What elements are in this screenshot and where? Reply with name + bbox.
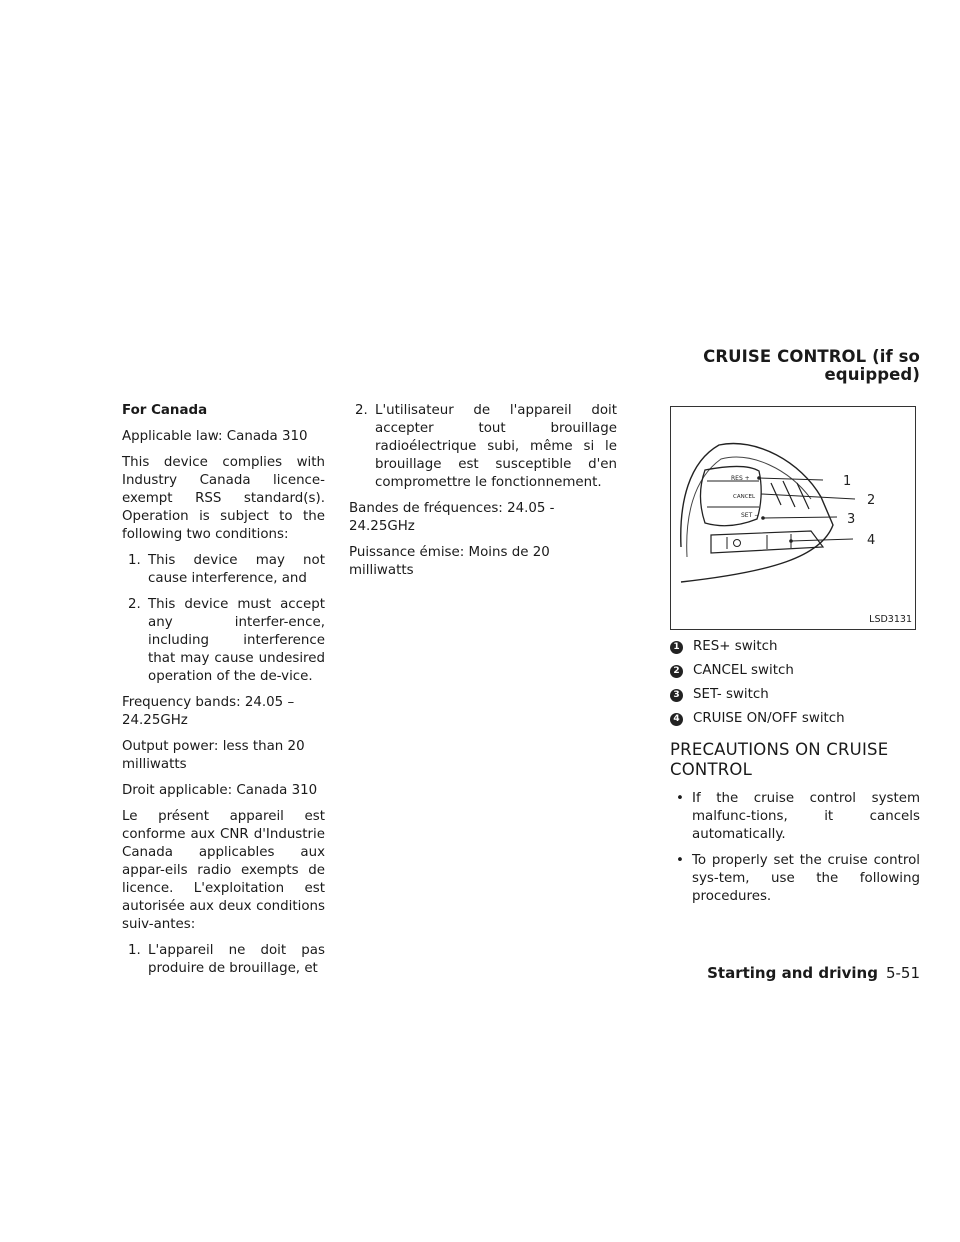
cancel-button-label: CANCEL <box>733 494 756 500</box>
droit-applicable: Droit applicable: Canada 310 <box>122 783 318 798</box>
condition-text: This device may not cause interference, and <box>148 553 325 586</box>
figure-code: LSD3131 <box>869 614 912 625</box>
legend-number-badge: 1 <box>670 641 683 654</box>
section-title: CRUISE CONTROL (if so equipped) <box>703 347 920 384</box>
column-right <box>670 402 920 914</box>
fr-compliance-text: Le présent appareil est conforme aux CNR d'Industrie Canada applicables aux appar-eils radio exempts de licence. L'exploitation est autorisée aux deux conditions suiv-antes: <box>122 809 325 932</box>
applicable-law: Applicable law: Canada 310 <box>122 429 308 444</box>
page-number: 5-51 <box>885 964 920 982</box>
legend-item <box>670 686 920 704</box>
bullet-item <box>670 852 920 906</box>
callout-2: 2 <box>867 493 876 508</box>
page-footer <box>707 964 920 982</box>
legend-label: SET- switch <box>693 687 769 702</box>
condition-number: 1. <box>128 553 141 568</box>
precautions-heading: PRECAUTIONS ON CRUISE CONTROL <box>670 740 889 779</box>
callout-1: 1 <box>843 474 852 489</box>
legend-label: RES+ switch <box>693 639 778 654</box>
set-button-label: SET − <box>741 512 760 519</box>
legend-number-badge: 4 <box>670 713 683 726</box>
condition-text: This device must accept any interfer-ence, including interference that may cause undesired operation of the de-vice. <box>148 597 325 684</box>
callout-4: 4 <box>867 533 876 548</box>
bullet-item <box>670 790 920 844</box>
legend-item <box>670 710 920 728</box>
compliance-text: This device complies with Industry Canada licence-exempt RSS standard(s). Operation is subject to the following two conditions: <box>122 455 325 542</box>
condition-number: 2. <box>355 403 368 418</box>
condition-text: L'appareil ne doit pas produire de brouillage, et <box>148 943 325 976</box>
legend-label: CANCEL switch <box>693 663 794 678</box>
output-power: Output power: less than 20 milliwatts <box>122 739 305 772</box>
condition-item <box>122 596 325 686</box>
bullet-text: If the cruise control system malfunc-tions, it cancels automatically. <box>692 791 920 842</box>
canada-heading: For Canada <box>122 403 208 418</box>
puissance-emise: Puissance émise: Moins de 20 milliwatts <box>349 545 550 578</box>
condition-item <box>122 552 325 588</box>
bullet-dot: • <box>676 791 684 806</box>
condition-number: 1. <box>128 943 141 958</box>
bullet-text: To properly set the cruise control sys-tem, use the following procedures. <box>692 853 920 904</box>
condition-text: L'utilisateur de l'appareil doit accepter tout brouillage radioélectrique subi, même si le brouillage est susceptible d'en compromettre le fonctionnement. <box>375 403 617 490</box>
bandes-frequences: Bandes de fréquences: 24.05 - 24.25GHz <box>349 501 555 534</box>
steering-wheel-illustration <box>671 407 915 629</box>
frequency-bands: Frequency bands: 24.05 – 24.25GHz <box>122 695 295 728</box>
bullet-dot: • <box>676 853 684 868</box>
steering-switch-figure <box>670 406 916 630</box>
fr-condition-item <box>349 402 617 492</box>
fr-condition-item <box>122 942 325 978</box>
chapter-title: Starting and driving <box>707 964 878 982</box>
legend-label: CRUISE ON/OFF switch <box>693 711 845 726</box>
legend-item <box>670 638 920 656</box>
condition-number: 2. <box>128 597 141 612</box>
legend-number-badge: 2 <box>670 665 683 678</box>
legend-number-badge: 3 <box>670 689 683 702</box>
res-button-label: RES + <box>731 475 750 482</box>
column-left <box>122 402 325 986</box>
column-middle <box>349 402 617 588</box>
legend-item <box>670 662 920 680</box>
callout-3: 3 <box>847 512 856 527</box>
